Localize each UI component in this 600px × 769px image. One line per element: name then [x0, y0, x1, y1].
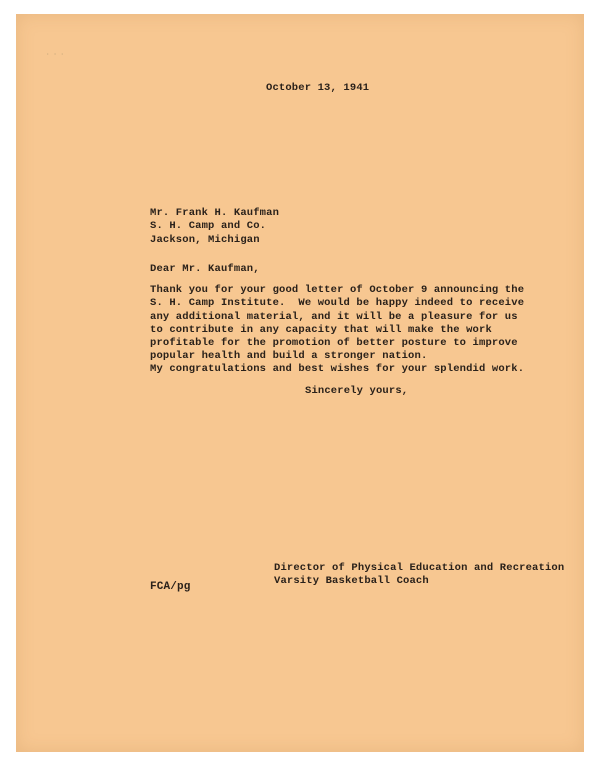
signature-title — [274, 562, 564, 589]
salutation: Dear Mr. Kaufman, — [150, 263, 260, 275]
typist-initials: FCA/pg — [150, 581, 191, 593]
body-line: to contribute in any capacity that will make the work — [150, 323, 492, 336]
letter-body — [150, 284, 524, 364]
recipient-city: Jackson, Michigan — [150, 233, 260, 246]
closing-line: My congratulations and best wishes for your splendid work. — [150, 363, 525, 375]
recipient-name: Mr. Frank H. Kaufman — [150, 207, 280, 219]
signature-title-line: Varsity Basketball Coach — [274, 575, 429, 588]
recipient-address — [150, 207, 279, 247]
paper-blemish: · · · — [46, 51, 65, 58]
body-line: S. H. Camp Institute. We would be happy indeed to receive — [150, 297, 525, 310]
letter-date: October 13, 1941 — [266, 82, 370, 94]
recipient-company: S. H. Camp and Co. — [150, 220, 267, 233]
letter-page — [16, 14, 584, 752]
body-line: popular health and build a stronger nation. — [150, 350, 428, 363]
body-line: Thank you for your good letter of October 9 announcing the — [150, 284, 525, 296]
body-line: profitable for the promotion of better posture to improve — [150, 337, 518, 350]
signature-title-line: Director of Physical Education and Recreation — [274, 562, 565, 574]
complimentary-close: Sincerely yours, — [305, 385, 409, 397]
body-line: any additional material, and it will be a pleasure for us — [150, 310, 518, 323]
